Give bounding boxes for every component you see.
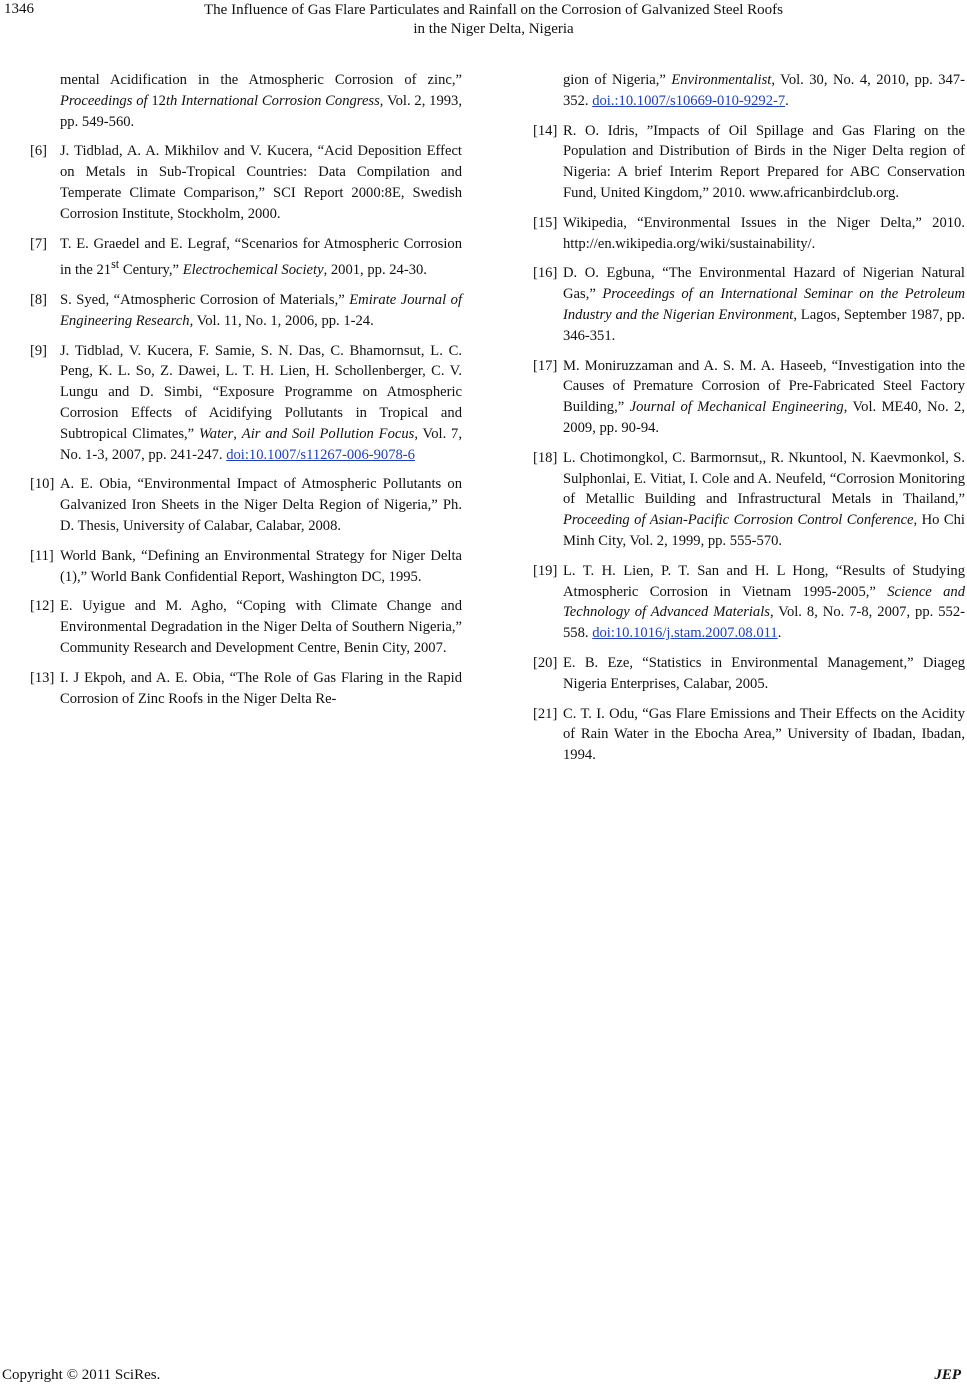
- reference-text-run: E. B. Eze, “Statistics in Environmental Management,” Diageg Nigeria Enterprises, Calabar, 2005.: [563, 654, 965, 692]
- doi-link[interactable]: doi:10.1016/j.stam.2007.08.011: [592, 625, 778, 642]
- reference-text-run: World Bank, “Defining an Environmental Strategy for Niger Delta (1),” World Bank Confidential Report, Washington DC, 1995.: [60, 547, 462, 585]
- reference-text: [60, 596, 462, 658]
- reference-item: [533, 448, 965, 552]
- reference-number: [16]: [533, 265, 558, 282]
- reference-item: [533, 213, 965, 255]
- italic-text: Air and Soil Pollution Focus: [241, 425, 415, 442]
- reference-text-run: , Vol. 8, No. 7-8, 2007, pp. 552-558.: [563, 604, 965, 642]
- reference-text-run: Century,”: [119, 262, 183, 279]
- reference-text-run: , Vol. 11, No. 1, 2006, pp. 1-24.: [189, 312, 374, 329]
- italic-text: Science and Technology of Advanced Materials: [563, 583, 965, 621]
- reference-number: [15]: [533, 214, 558, 231]
- copyright-notice: Copyright © 2011 SciRes.: [2, 1367, 161, 1383]
- reference-text: [60, 234, 462, 281]
- reference-text: [60, 546, 462, 588]
- reference-item: [30, 290, 462, 332]
- italic-text: Journal of Mechanical Engineering: [629, 399, 844, 416]
- reference-text-run: .: [785, 92, 789, 109]
- reference-text-run: J. Tidblad, A. A. Mikhilov and V. Kucera, “Acid Deposition Effect on Metals in Sub-Tropical Countries: Data Compilation and Temperate Climate Comparison,” SCI Report 2000:8E, Swedish Corrosion Institute, Stockholm, 2000.: [60, 143, 462, 222]
- references-right-column: [533, 70, 965, 775]
- italic-text: Proceeding of Asian-Pacific Corrosion Control Conference: [563, 512, 914, 529]
- reference-text-run: , Vol. 30, No. 4, 2010, pp. 347-352.: [563, 72, 965, 109]
- reference-text-run: .: [777, 625, 782, 642]
- reference-text: [563, 704, 965, 766]
- reference-text: [563, 70, 965, 112]
- reference-text-run: S. Syed, “Atmospheric Corrosion of Materials,”: [60, 292, 350, 309]
- reference-number: [21]: [533, 705, 558, 722]
- reference-text-run: L. Chotimongkol, C. Barmornsut,, R. Nkuntool, N. Kaevmonkol, S. Sulphonlai, E. Vitiat, I. Cole and A. Neufeld, “Corrosion Monitoring of Metallic Building and Infrastructural Metals in Thailand,”: [563, 449, 965, 508]
- reference-text-run: E. Uyigue and M. Agho, “Coping with Climate Change and Environmental Degradation in the Niger Delta of Southern Nigeria,” Community Research and Development Centre, Benin City, 2007.: [60, 598, 462, 656]
- page-header: [0, 0, 967, 42]
- reference-item: [30, 234, 462, 281]
- reference-number: [8]: [30, 292, 48, 309]
- italic-text: Water: [198, 425, 234, 442]
- reference-text-run: , Vol. 2, 1993, pp. 549-560.: [60, 92, 462, 130]
- reference-number: [10]: [30, 476, 55, 493]
- reference-item: [30, 668, 462, 710]
- references-left-column: [30, 70, 462, 718]
- reference-text-run: C. T. I. Odu, “Gas Flare Emissions and Their Effects on the Acidity of Rain Water in the Ebocha Area,” University of Ibadan, Ibadan, 1994.: [563, 705, 965, 764]
- reference-item: [533, 653, 965, 695]
- reference-text: [563, 121, 965, 204]
- reference-number: [9]: [30, 342, 48, 359]
- reference-text: [563, 561, 965, 644]
- running-title: [60, 1, 927, 39]
- reference-text-run: D. O. Egbuna, “The Environmental Hazard of Nigerian Natural Gas,”: [563, 265, 965, 303]
- superscript-text: st: [111, 257, 120, 272]
- page-footer: [0, 1364, 967, 1384]
- reference-item: [30, 70, 462, 132]
- reference-number: [17]: [533, 357, 558, 374]
- reference-item: [533, 121, 965, 204]
- reference-item: [533, 704, 965, 766]
- reference-text: [60, 141, 462, 224]
- reference-number: [12]: [30, 598, 55, 615]
- reference-text-run: Wikipedia, “Environmental Issues in the Niger Delta,” 2010. http://en.wikipedia.org/wiki/sustainability/.: [563, 214, 965, 252]
- reference-text: [60, 474, 462, 536]
- reference-item: [533, 263, 965, 346]
- reference-text: [563, 356, 965, 439]
- reference-number: [11]: [30, 547, 54, 564]
- reference-text-run: L. T. H. Lien, P. T. San and H. L Hong, “Results of Studying Atmospheric Corrosion in Vietnam 1995-2005,”: [563, 562, 965, 600]
- reference-text-run: R. O. Idris, ”Impacts of Oil Spillage and Gas Flaring on the Population and Distribution of Birds in the Niger Delta region of Nigeria: A brief Interim Report Prepared for ABC Conservation Fund, United Kingdom,” 2010. www.africanbirdclub.org.: [563, 122, 965, 201]
- running-title-line-1: The Influence of Gas Flare Particulates and Rainfall on the Corrosion of Galvanized Steel Roofs: [204, 2, 783, 18]
- reference-item: [30, 596, 462, 658]
- reference-text-run: T. E. Graedel and E. Legraf, “Scenarios for Atmospheric Corrosion in the 21: [60, 235, 462, 279]
- reference-text-run: A. E. Obia, “Environmental Impact of Atmospheric Pollutants on Galvanized Iron Sheets in the Niger Delta Region of Nigeria,” Ph. D. Thesis, University of Calabar, Calabar, 2008.: [60, 476, 462, 534]
- reference-text: [60, 70, 462, 132]
- reference-item: [30, 341, 462, 466]
- reference-text: [563, 263, 965, 346]
- reference-text-run: , Vol. 7, No. 1-3, 2007, pp. 241-247.: [60, 425, 462, 463]
- reference-text-run: , Ho Chi Minh City, Vol. 2, 1999, pp. 555-570.: [563, 512, 965, 549]
- reference-item: [30, 474, 462, 536]
- doi-link[interactable]: doi.:10.1007/s10669-010-9292-7: [592, 92, 786, 109]
- reference-text-run: 12: [151, 92, 166, 109]
- reference-number: [14]: [533, 122, 558, 139]
- journal-abbreviation: JEP: [934, 1367, 961, 1383]
- reference-text: [60, 341, 462, 466]
- italic-text: Proceedings of an International Seminar on the Petroleum Industry and the Nigerian Environment: [563, 286, 965, 323]
- reference-text: [60, 290, 462, 332]
- reference-item: [30, 141, 462, 224]
- reference-text-run: ,: [233, 425, 242, 442]
- reference-number: [7]: [30, 235, 48, 252]
- italic-text: Proceedings of: [60, 92, 152, 109]
- italic-text: Environmentalist: [671, 72, 772, 88]
- reference-text: [563, 213, 965, 255]
- reference-text-run: I. J Ekpoh, and A. E. Obia, “The Role of Gas Flaring in the Rapid Corrosion of Zinc Roofs in the Niger Delta Re-: [60, 669, 462, 707]
- reference-item: [533, 561, 965, 644]
- doi-link[interactable]: doi:10.1007/s11267-006-9078-6: [226, 446, 415, 463]
- italic-text: Electrochemical Society: [182, 262, 324, 279]
- reference-text: [60, 668, 462, 710]
- italic-text: Emirate Journal of Engineering Research: [60, 292, 462, 329]
- reference-text-run: gion of Nigeria,”: [563, 72, 672, 88]
- reference-item: [533, 70, 965, 112]
- reference-text-run: , Vol. ME40, No. 2, 2009, pp. 90-94.: [563, 399, 965, 436]
- reference-text-run: mental Acidification in the Atmospheric Corrosion of zinc,”: [60, 72, 462, 88]
- italic-text: th International Corrosion Congress: [165, 92, 380, 109]
- reference-number: [19]: [533, 562, 558, 579]
- reference-text-run: , Lagos, September 1987, pp. 346-351.: [563, 306, 966, 344]
- running-title-line-2: in the Niger Delta, Nigeria: [413, 21, 574, 37]
- reference-text: [563, 653, 965, 695]
- reference-number: [18]: [533, 449, 558, 466]
- reference-number: [20]: [533, 654, 558, 671]
- reference-number: [6]: [30, 143, 48, 160]
- reference-number: [13]: [30, 669, 55, 686]
- reference-item: [30, 546, 462, 588]
- page-number: 1346: [4, 1, 34, 17]
- reference-item: [533, 356, 965, 439]
- reference-text-run: , 2001, pp. 24-30.: [323, 262, 427, 279]
- reference-text-run: M. Moniruzzaman and A. S. M. A. Haseeb, “Investigation into the Causes of Premature Corrosion of Pre-Fabricated Steel Factory Building,”: [563, 357, 965, 416]
- reference-text: [563, 448, 965, 552]
- reference-text-run: J. Tidblad, V. Kucera, F. Samie, S. N. Das, C. Bhamornsut, L. C. Peng, K. L. So, Z. Dawei, L. T. H. Lien, H. Schollenberger, C. V. Lungu and D. Simbi, “Exposure Programme on Atmospheric Corrosion Effects of Acidifying Pollutants in Tropical and Subtropical Climates,”: [60, 342, 462, 442]
